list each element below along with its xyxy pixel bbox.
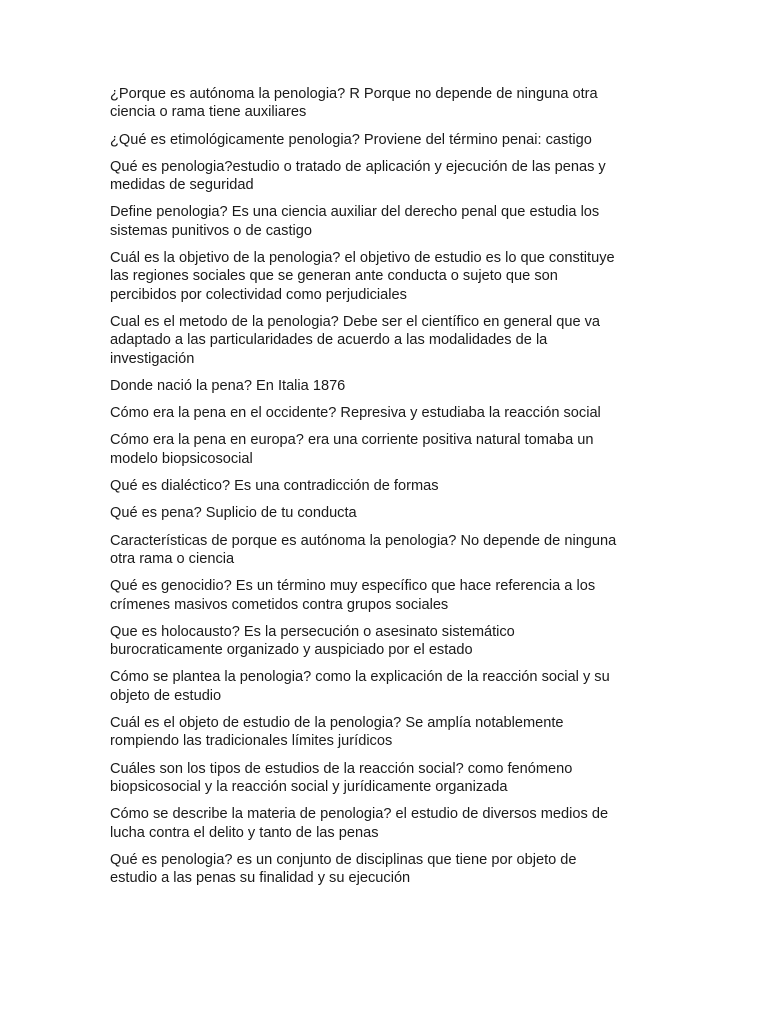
qa-paragraph: [110, 760, 655, 797]
text-line: adaptado a las particularidades de acuerdo a las modalidades de la: [110, 332, 548, 349]
text-line: Cómo se describe la materia de penologia? el estudio de diversos medios de: [110, 806, 609, 823]
qa-paragraph: [110, 404, 655, 422]
text-line: modelo biopsicosocial: [110, 450, 253, 467]
text-line: Cómo se plantea la penologia? como la explicación de la reacción social y su: [110, 669, 610, 686]
text-line: Cómo era la pena en europa? era una corriente positiva natural tomaba un: [110, 432, 594, 449]
text-line: Cómo era la pena en el occidente? Represiva y estudiaba la reacción social: [110, 405, 601, 422]
text-line: rompiendo las tradicionales límites jurídicos: [110, 733, 393, 750]
text-line: Qué es genocidio? Es un término muy específico que hace referencia a los: [110, 578, 596, 595]
text-line: Define penologia? Es una ciencia auxiliar del derecho penal que estudia los: [110, 204, 600, 221]
text-line: crímenes masivos cometidos contra grupos sociales: [110, 596, 449, 613]
qa-paragraph: [110, 668, 655, 705]
qa-paragraph: [110, 623, 655, 660]
text-line: estudio a las penas su finalidad y su ejecución: [110, 870, 411, 887]
text-line: Qué es pena? Suplicio de tu conducta: [110, 505, 357, 522]
qa-paragraph: [110, 577, 655, 614]
qa-paragraph: [110, 131, 655, 149]
text-line: Cuál es la objetivo de la penologia? el objetivo de estudio es lo que constituye: [110, 250, 615, 267]
text-line: Donde nació la pena? En Italia 1876: [110, 377, 346, 394]
text-line: otra rama o ciencia: [110, 550, 235, 567]
text-line: las regiones sociales que se generan ante conducta o sujeto que son: [110, 268, 558, 285]
document-body: [110, 85, 655, 896]
text-line: investigación: [110, 350, 195, 367]
text-line: Qué es penologia?estudio o tratado de aplicación y ejecución de las penas y: [110, 158, 606, 175]
text-line: Cual es el metodo de la penologia? Debe ser el científico en general que va: [110, 313, 601, 330]
text-line: Cuáles son los tipos de estudios de la reacción social? como fenómeno: [110, 760, 573, 777]
qa-paragraph: [110, 714, 655, 751]
text-line: ¿Porque es autónoma la penologia? R Porque no depende de ninguna otra: [110, 86, 598, 102]
text-line: Qué es dialéctico? Es una contradicción de formas: [110, 478, 439, 495]
qa-paragraph: [110, 249, 655, 304]
text-line: biopsicosocial y la reacción social y jurídicamente organizada: [110, 778, 508, 795]
text-line: Que es holocausto? Es la persecución o asesinato sistemático: [110, 623, 515, 640]
text-line: medidas de seguridad: [110, 177, 254, 194]
text-line: Qué es penologia? es un conjunto de disciplinas que tiene por objeto de: [110, 851, 577, 868]
text-line: percibidos por colectividad como perjudiciales: [110, 286, 407, 303]
text-line: burocraticamente organizado y auspiciado por el estado: [110, 642, 473, 659]
text-line: ¿Qué es etimológicamente penologia? Proviene del término penai: castigo: [110, 131, 592, 148]
qa-paragraph: [110, 377, 655, 395]
qa-paragraph: [110, 158, 655, 195]
qa-paragraph: [110, 203, 655, 240]
qa-paragraph: [110, 532, 655, 569]
text-line: objeto de estudio: [110, 687, 222, 704]
text-line: Cuál es el objeto de estudio de la penologia? Se amplía notablemente: [110, 715, 564, 732]
text-line: sistemas punitivos o de castigo: [110, 222, 312, 239]
qa-paragraph: [110, 313, 655, 368]
text-line: Características de porque es autónoma la penologia? No depende de ninguna: [110, 532, 617, 549]
qa-paragraph: [110, 851, 655, 888]
qa-paragraph: [110, 805, 655, 842]
qa-paragraph: [110, 477, 655, 495]
text-line: lucha contra el delito y tanto de las penas: [110, 824, 379, 841]
text-line: ciencia o rama tiene auxiliares: [110, 104, 307, 121]
qa-paragraph: [110, 85, 655, 122]
qa-paragraph: [110, 504, 655, 522]
qa-paragraph: [110, 431, 655, 468]
